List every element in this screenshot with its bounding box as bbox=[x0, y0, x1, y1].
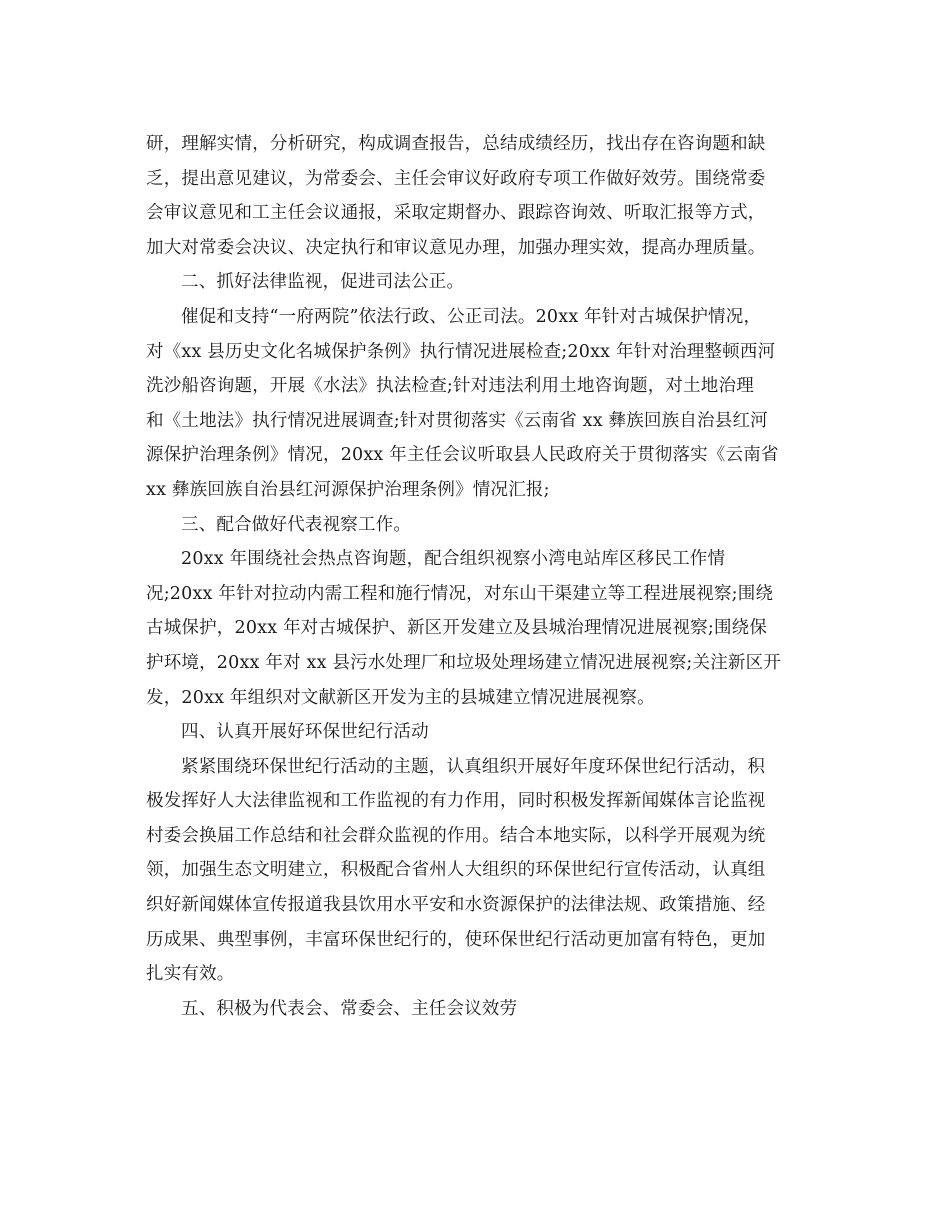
text-line: xx 彝族回族自治县红河源保护治理条例》情况汇报; bbox=[146, 479, 550, 500]
text-line: 极发挥好人大法律监视和工作监视的有力作用，同时积极发挥新闻媒体言论监视 bbox=[146, 791, 766, 812]
text-line: 乏，提出意见建议，为常委会、主任会审议好政府专项工作做好效劳。围绕常委 bbox=[146, 168, 766, 189]
text-line: 20xx 年围绕社会热点咨询题，配合组织视察小湾电站库区移民工作情 bbox=[181, 549, 726, 570]
text-line: 历成果、典型事例，丰富环保世纪行的，使环保世纪行活动更加富有特色，更加 bbox=[146, 929, 766, 950]
section-heading: 二、抓好法律监视，促进司法公正。 bbox=[181, 272, 465, 293]
text-line: 紧紧围绕环保世纪行活动的主题，认真组织开展好年度环保世纪行活动，积 bbox=[181, 756, 766, 777]
text-line: 领，加强生态文明建立，积极配合省州人大组织的环保世纪行宣传活动，认真组 bbox=[146, 860, 766, 881]
text-line: 加大对常委会决议、决定执行和审议意见办理，加强办理实效，提高办理质量。 bbox=[146, 237, 766, 258]
text-line: 发，20xx 年组织对文献新区开发为主的县城建立情况进展视察。 bbox=[146, 687, 655, 708]
section-heading: 三、配合做好代表视察工作。 bbox=[181, 514, 412, 535]
text-line: 村委会换届工作总结和社会群众监视的作用。结合本地实际，以科学开展观为统 bbox=[146, 825, 766, 846]
section-heading: 四、认真开展好环保世纪行活动 bbox=[181, 722, 429, 743]
text-line: 洗沙船咨询题，开展《水法》执法检查;针对违法利用土地咨询题，对土地治理 bbox=[146, 376, 754, 397]
section-heading: 五、积极为代表会、常委会、主任会议效劳 bbox=[181, 998, 518, 1019]
document-body bbox=[146, 127, 814, 1026]
text-line: 护环境，20xx 年对 xx 县污水处理厂和垃圾处理场建立情况进展视察;关注新区开 bbox=[146, 652, 782, 673]
text-line: 催促和支持“一府两院”依法行政、公正司法。20xx 年针对古城保护情况， bbox=[181, 306, 762, 327]
text-line: 研，理解实情，分析研究，构成调查报告，总结成绩经历，找出存在咨询题和缺 bbox=[146, 134, 766, 154]
text-line: 扎实有效。 bbox=[146, 964, 235, 985]
text-line: 对《xx 县历史文化名城保护条例》执行情况进展检查;20xx 年针对治理整顿西河 bbox=[146, 341, 776, 362]
text-line: 古城保护，20xx 年对古城保护、新区开发建立及县城治理情况进展视察;围绕保 bbox=[146, 618, 768, 639]
text-line: 和《土地法》执行情况进展调查;针对贯彻落实《云南省 xx 彝族回族自治县红河 bbox=[146, 410, 768, 431]
text-line: 织好新闻媒体宣传报道我县饮用水平安和水资源保护的法律法规、政策措施、经 bbox=[146, 895, 766, 916]
text-line: 会审议意见和工主任会议通报，采取定期督办、跟踪咨询效、听取汇报等方式， bbox=[146, 203, 766, 224]
text-line: 况;20xx 年针对拉动内需工程和施行情况，对东山干渠建立等工程进展视察;围绕 bbox=[146, 583, 774, 604]
text-line: 源保护治理条例》情况，20xx 年主任会议听取县人民政府关于贯彻落实《云南省 bbox=[146, 445, 779, 466]
